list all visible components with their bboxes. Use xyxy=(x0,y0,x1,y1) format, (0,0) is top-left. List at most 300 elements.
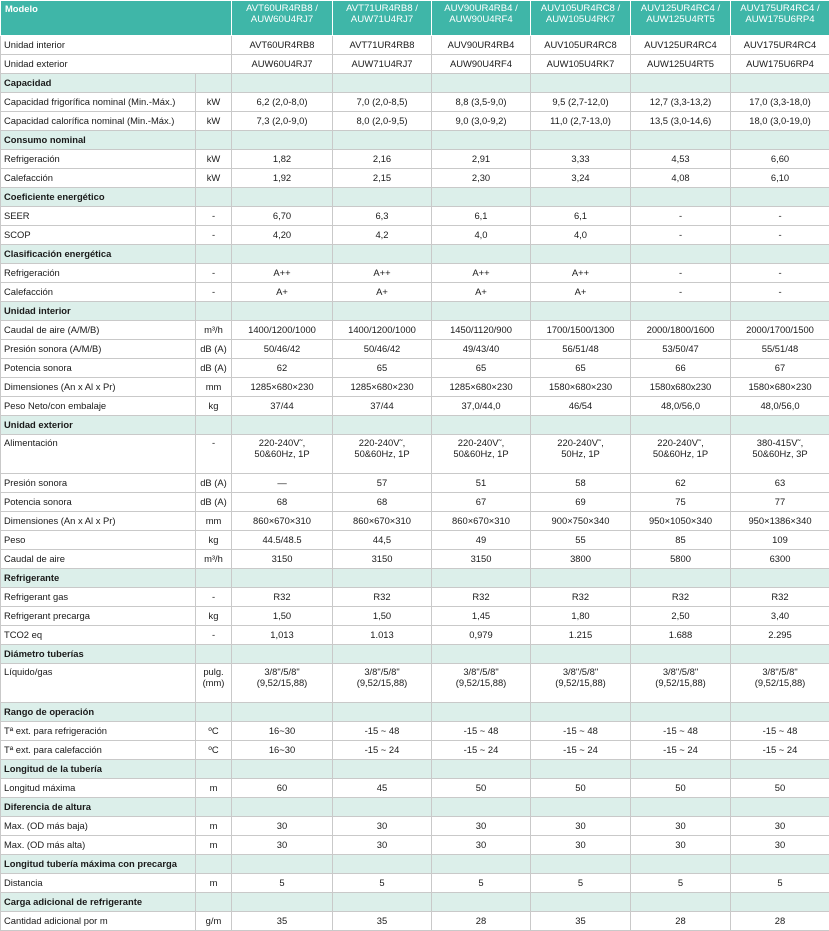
row-label: Caudal de aire (A/M/B) xyxy=(1,321,196,340)
row-value: -15 ~ 24 xyxy=(731,741,829,760)
row-value xyxy=(333,664,432,703)
row-value: 1,013 xyxy=(232,626,333,645)
row-value: 5 xyxy=(631,874,731,893)
row-label: Calefacción xyxy=(1,283,196,302)
cell-line: (9,52/15,88) xyxy=(734,678,826,689)
section-value-cell xyxy=(631,798,731,817)
row-value: AUW175U6RP4 xyxy=(731,55,829,74)
table-row xyxy=(1,874,829,893)
section-value-cell xyxy=(731,188,829,207)
cell-line: 50&60Hz, 3P xyxy=(734,449,826,460)
section-value-cell xyxy=(232,131,333,150)
cell-line: (mm) xyxy=(199,678,228,689)
row-unit: - xyxy=(196,264,232,283)
row-label: Refrigeración xyxy=(1,150,196,169)
row-value: 50 xyxy=(531,779,631,798)
row-value xyxy=(531,435,631,474)
section-value-cell xyxy=(631,416,731,435)
row-value: 30 xyxy=(333,836,432,855)
row-value xyxy=(631,435,731,474)
row-label: Alimentación xyxy=(1,435,196,474)
spec-table-body xyxy=(1,1,829,931)
row-value: 50/46/42 xyxy=(333,340,432,359)
row-value: 50 xyxy=(432,779,531,798)
row-value: A+ xyxy=(333,283,432,302)
row-value: 1580x680x230 xyxy=(631,378,731,397)
row-value: A+ xyxy=(531,283,631,302)
row-label: Líquido/gas xyxy=(1,664,196,703)
cell-line: 220-240V˜, xyxy=(634,438,727,449)
section-unit-cell xyxy=(196,245,232,264)
section-unit-cell xyxy=(196,131,232,150)
row-label: Presión sonora (A/M/B) xyxy=(1,340,196,359)
row-value: 49 xyxy=(432,531,531,550)
model-line-1: AUV90UR4RB4 / xyxy=(435,4,527,15)
row-value: 45 xyxy=(333,779,432,798)
row-value: 57 xyxy=(333,474,432,493)
row-unit: m xyxy=(196,779,232,798)
row-unit: m xyxy=(196,874,232,893)
section-value-cell xyxy=(333,569,432,588)
row-value: 6,1 xyxy=(531,207,631,226)
row-value: AUW90U4RF4 xyxy=(432,55,531,74)
section-value-cell xyxy=(232,760,333,779)
row-value: AUW105U4RK7 xyxy=(531,55,631,74)
section-value-cell xyxy=(531,893,631,912)
row-value: 3150 xyxy=(432,550,531,569)
row-value: 5 xyxy=(432,874,531,893)
row-value: 6,1 xyxy=(432,207,531,226)
model-line-2: AUW60U4RJ7 xyxy=(235,15,329,26)
section-value-cell xyxy=(731,302,829,321)
row-unit: ºC xyxy=(196,722,232,741)
section-value-cell xyxy=(631,855,731,874)
table-row xyxy=(1,55,829,74)
row-value: 5800 xyxy=(631,550,731,569)
row-unit: mm xyxy=(196,378,232,397)
row-value: 85 xyxy=(631,531,731,550)
table-row xyxy=(1,512,829,531)
section-value-cell xyxy=(531,645,631,664)
section-header-row xyxy=(1,131,829,150)
table-row xyxy=(1,626,829,645)
row-unit: m xyxy=(196,836,232,855)
cell-line: 3/8"/5/8" xyxy=(534,667,627,678)
section-value-cell xyxy=(731,798,829,817)
row-value: 1,82 xyxy=(232,150,333,169)
row-value: 77 xyxy=(731,493,829,512)
row-value: 950×1050×340 xyxy=(631,512,731,531)
section-value-cell xyxy=(631,893,731,912)
row-value: - xyxy=(631,264,731,283)
row-value: AUV175UR4RC4 xyxy=(731,36,829,55)
table-row xyxy=(1,207,829,226)
section-value-cell xyxy=(631,302,731,321)
row-value: 0,979 xyxy=(432,626,531,645)
cell-line: pulg. xyxy=(199,667,228,678)
section-value-cell xyxy=(333,798,432,817)
row-value: 62 xyxy=(631,474,731,493)
row-label: Unidad interior xyxy=(1,36,232,55)
row-unit: dB (A) xyxy=(196,493,232,512)
row-value: 4,0 xyxy=(531,226,631,245)
row-value: 11,0 (2,7-13,0) xyxy=(531,112,631,131)
section-value-cell xyxy=(333,893,432,912)
cell-line: 3/8"/5/8" xyxy=(435,667,527,678)
section-value-cell xyxy=(531,855,631,874)
model-line-2: AUW71U4RJ7 xyxy=(336,15,428,26)
row-unit: kW xyxy=(196,93,232,112)
row-value: 860×670×310 xyxy=(333,512,432,531)
row-unit: mm xyxy=(196,512,232,531)
section-value-cell xyxy=(631,569,731,588)
table-row xyxy=(1,397,829,416)
section-value-cell xyxy=(333,131,432,150)
model-line-2: AUW175U6RP4 xyxy=(734,15,826,26)
row-value: 4,08 xyxy=(631,169,731,188)
row-value: 6,70 xyxy=(232,207,333,226)
row-value: 75 xyxy=(631,493,731,512)
row-value: - xyxy=(631,207,731,226)
table-row xyxy=(1,607,829,626)
model-header-cell xyxy=(731,1,829,36)
row-value: AUW60U4RJ7 xyxy=(232,55,333,74)
row-value: 2,15 xyxy=(333,169,432,188)
header-row xyxy=(1,1,829,36)
row-value: 30 xyxy=(531,836,631,855)
row-unit xyxy=(196,664,232,703)
row-unit: kg xyxy=(196,397,232,416)
row-value xyxy=(232,435,333,474)
row-value: 28 xyxy=(631,912,731,931)
section-header-row xyxy=(1,855,829,874)
section-value-cell xyxy=(731,703,829,722)
table-row xyxy=(1,321,829,340)
row-value: 53/50/47 xyxy=(631,340,731,359)
section-unit-cell xyxy=(196,798,232,817)
section-title: Longitud de la tubería xyxy=(1,760,196,779)
cell-line: 220-240V˜, xyxy=(235,438,329,449)
table-row xyxy=(1,722,829,741)
row-label: Calefacción xyxy=(1,169,196,188)
row-value: 44.5/48.5 xyxy=(232,531,333,550)
row-value: A++ xyxy=(232,264,333,283)
row-unit: m³/h xyxy=(196,321,232,340)
row-value: 1,50 xyxy=(333,607,432,626)
row-value xyxy=(731,435,829,474)
row-value: 3150 xyxy=(333,550,432,569)
table-row xyxy=(1,340,829,359)
section-value-cell xyxy=(631,645,731,664)
section-value-cell xyxy=(531,798,631,817)
row-value: 18,0 (3,0-19,0) xyxy=(731,112,829,131)
cell-line: 50&60Hz, 1P xyxy=(435,449,527,460)
row-label: TCO2 eq xyxy=(1,626,196,645)
row-value: 37,0/44,0 xyxy=(432,397,531,416)
model-header-label: Modelo xyxy=(1,1,232,36)
row-value: - xyxy=(731,264,829,283)
section-value-cell xyxy=(531,703,631,722)
row-value: -15 ~ 24 xyxy=(631,741,731,760)
row-value: R32 xyxy=(731,588,829,607)
row-value: 1580×680×230 xyxy=(531,378,631,397)
table-row xyxy=(1,36,829,55)
row-value: R32 xyxy=(232,588,333,607)
section-unit-cell xyxy=(196,416,232,435)
row-value: 4,20 xyxy=(232,226,333,245)
row-value: AUW71U4RJ7 xyxy=(333,55,432,74)
cell-line: 380-415V˜, xyxy=(734,438,826,449)
row-value: 860×670×310 xyxy=(432,512,531,531)
section-value-cell xyxy=(432,416,531,435)
row-value: 28 xyxy=(432,912,531,931)
section-value-cell xyxy=(531,74,631,93)
row-value: 50 xyxy=(731,779,829,798)
row-value: 17,0 (3,3-18,0) xyxy=(731,93,829,112)
row-label: Tª ext. para refrigeración xyxy=(1,722,196,741)
section-value-cell xyxy=(631,188,731,207)
section-value-cell xyxy=(731,131,829,150)
section-value-cell xyxy=(232,893,333,912)
row-value: R32 xyxy=(631,588,731,607)
row-unit: m³/h xyxy=(196,550,232,569)
section-value-cell xyxy=(432,855,531,874)
row-value: 5 xyxy=(333,874,432,893)
section-title: Longitud tubería máxima con precarga xyxy=(1,855,196,874)
row-label: Presión sonora xyxy=(1,474,196,493)
section-value-cell xyxy=(531,131,631,150)
row-unit: ºC xyxy=(196,741,232,760)
row-value: 50 xyxy=(631,779,731,798)
section-unit-cell xyxy=(196,302,232,321)
cell-line: 3/8"/5/8" xyxy=(734,667,826,678)
row-label: Refrigerant gas xyxy=(1,588,196,607)
section-value-cell xyxy=(432,645,531,664)
model-line-2: AUW105U4RK7 xyxy=(534,15,627,26)
section-value-cell xyxy=(432,798,531,817)
model-line-1: AUV125UR4RC4 / xyxy=(634,4,727,15)
section-title: Carga adicional de refrigerante xyxy=(1,893,196,912)
section-value-cell xyxy=(333,703,432,722)
row-value: AUW125U4RT5 xyxy=(631,55,731,74)
section-title: Clasificación energética xyxy=(1,245,196,264)
table-row xyxy=(1,169,829,188)
row-value: 44,5 xyxy=(333,531,432,550)
section-value-cell xyxy=(631,703,731,722)
row-label: Refrigeración xyxy=(1,264,196,283)
row-value: 6300 xyxy=(731,550,829,569)
model-line-1: AVT60UR4RB8 / xyxy=(235,4,329,15)
row-value: 1700/1500/1300 xyxy=(531,321,631,340)
section-value-cell xyxy=(432,302,531,321)
table-row xyxy=(1,664,829,703)
row-value xyxy=(432,435,531,474)
row-value: 6,2 (2,0-8,0) xyxy=(232,93,333,112)
row-value: 1,50 xyxy=(232,607,333,626)
section-value-cell xyxy=(631,245,731,264)
row-label: Distancia xyxy=(1,874,196,893)
row-label: Potencia sonora xyxy=(1,493,196,512)
section-header-row xyxy=(1,569,829,588)
row-unit: dB (A) xyxy=(196,359,232,378)
cell-line: (9,52/15,88) xyxy=(634,678,727,689)
table-row xyxy=(1,779,829,798)
section-header-row xyxy=(1,74,829,93)
row-value: 16~30 xyxy=(232,722,333,741)
row-value: 6,10 xyxy=(731,169,829,188)
table-row xyxy=(1,359,829,378)
row-value: 65 xyxy=(432,359,531,378)
row-value: 56/51/48 xyxy=(531,340,631,359)
section-value-cell xyxy=(531,245,631,264)
row-value: 7,3 (2,0-9,0) xyxy=(232,112,333,131)
section-title: Refrigerante xyxy=(1,569,196,588)
section-value-cell xyxy=(333,416,432,435)
section-value-cell xyxy=(333,645,432,664)
row-label: Cantidad adicional por m xyxy=(1,912,196,931)
section-unit-cell xyxy=(196,188,232,207)
section-value-cell xyxy=(333,74,432,93)
row-value: 30 xyxy=(232,817,333,836)
row-label: Refrigerant precarga xyxy=(1,607,196,626)
section-value-cell xyxy=(432,74,531,93)
row-value: 65 xyxy=(333,359,432,378)
section-value-cell xyxy=(631,131,731,150)
section-value-cell xyxy=(432,188,531,207)
cell-line: 50&60Hz, 1P xyxy=(634,449,727,460)
cell-line: 3/8"/5/8" xyxy=(634,667,727,678)
section-header-row xyxy=(1,188,829,207)
section-value-cell xyxy=(731,416,829,435)
model-header-cell xyxy=(333,1,432,36)
model-line-2: AUW90U4RF4 xyxy=(435,15,527,26)
row-value: AUV90UR4RB4 xyxy=(432,36,531,55)
row-label: Caudal de aire xyxy=(1,550,196,569)
row-value: 1.688 xyxy=(631,626,731,645)
row-unit: kW xyxy=(196,112,232,131)
row-value: 37/44 xyxy=(232,397,333,416)
row-value: 5 xyxy=(232,874,333,893)
section-value-cell xyxy=(731,74,829,93)
section-value-cell xyxy=(731,569,829,588)
row-value: 1,92 xyxy=(232,169,333,188)
row-value: 1400/1200/1000 xyxy=(232,321,333,340)
row-unit: kg xyxy=(196,607,232,626)
section-value-cell xyxy=(432,569,531,588)
row-label: SEER xyxy=(1,207,196,226)
row-value: 1.013 xyxy=(333,626,432,645)
section-value-cell xyxy=(232,855,333,874)
row-value: 30 xyxy=(432,817,531,836)
section-title: Consumo nominal xyxy=(1,131,196,150)
section-value-cell xyxy=(232,416,333,435)
row-value: 66 xyxy=(631,359,731,378)
row-value: A++ xyxy=(432,264,531,283)
section-title: Capacidad xyxy=(1,74,196,93)
row-value xyxy=(232,664,333,703)
row-value: - xyxy=(731,226,829,245)
row-value: 1285×680×230 xyxy=(432,378,531,397)
row-value: R32 xyxy=(333,588,432,607)
row-value: 37/44 xyxy=(333,397,432,416)
row-value: -15 ~ 24 xyxy=(432,741,531,760)
table-row xyxy=(1,474,829,493)
row-value: 30 xyxy=(631,817,731,836)
row-value: 65 xyxy=(531,359,631,378)
row-value: 35 xyxy=(333,912,432,931)
row-value: -15 ~ 48 xyxy=(731,722,829,741)
row-value xyxy=(631,664,731,703)
section-header-row xyxy=(1,760,829,779)
table-row xyxy=(1,588,829,607)
row-value: 67 xyxy=(432,493,531,512)
section-title: Diámetro tuberías xyxy=(1,645,196,664)
section-value-cell xyxy=(531,760,631,779)
cell-line: 3/8"/5/8" xyxy=(336,667,428,678)
section-unit-cell xyxy=(196,893,232,912)
row-label: Unidad exterior xyxy=(1,55,232,74)
section-value-cell xyxy=(232,645,333,664)
row-value: 5 xyxy=(531,874,631,893)
row-unit: dB (A) xyxy=(196,340,232,359)
table-row xyxy=(1,531,829,550)
section-title: Unidad interior xyxy=(1,302,196,321)
row-value: 1285×680×230 xyxy=(232,378,333,397)
row-value: - xyxy=(731,207,829,226)
section-header-row xyxy=(1,893,829,912)
row-value: 30 xyxy=(432,836,531,855)
row-value: 69 xyxy=(531,493,631,512)
table-row xyxy=(1,836,829,855)
row-label: Capacidad frigorífica nominal (Min.-Máx.) xyxy=(1,93,196,112)
model-header-cell xyxy=(531,1,631,36)
row-value: 8,8 (3,5-9,0) xyxy=(432,93,531,112)
row-value: 4,53 xyxy=(631,150,731,169)
row-value: 30 xyxy=(232,836,333,855)
row-value: 8,0 (2,0-9,5) xyxy=(333,112,432,131)
section-unit-cell xyxy=(196,645,232,664)
table-row xyxy=(1,150,829,169)
cell-line: 220-240V˜, xyxy=(534,438,627,449)
row-value: 30 xyxy=(333,817,432,836)
section-value-cell xyxy=(232,302,333,321)
row-label: Dimensiones (An x Al x Pr) xyxy=(1,378,196,397)
row-value: 1285×680×230 xyxy=(333,378,432,397)
cell-line: 50&60Hz, 1P xyxy=(235,449,329,460)
row-unit: - xyxy=(196,435,232,474)
row-value: 3150 xyxy=(232,550,333,569)
row-value: 30 xyxy=(731,817,829,836)
section-value-cell xyxy=(333,245,432,264)
row-value: 3800 xyxy=(531,550,631,569)
section-value-cell xyxy=(432,760,531,779)
row-unit: kg xyxy=(196,531,232,550)
row-value: 55 xyxy=(531,531,631,550)
row-value: 13,5 (3,0-14,6) xyxy=(631,112,731,131)
row-value: 2,50 xyxy=(631,607,731,626)
cell-line: 3/8"/5/8" xyxy=(235,667,329,678)
section-value-cell xyxy=(232,703,333,722)
row-unit: g/m xyxy=(196,912,232,931)
row-unit: - xyxy=(196,588,232,607)
model-header-cell xyxy=(232,1,333,36)
cell-line: (9,52/15,88) xyxy=(336,678,428,689)
cell-line: (9,52/15,88) xyxy=(534,678,627,689)
row-value: 68 xyxy=(232,493,333,512)
section-value-cell xyxy=(333,302,432,321)
row-value: 12,7 (3,3-13,2) xyxy=(631,93,731,112)
row-unit: dB (A) xyxy=(196,474,232,493)
